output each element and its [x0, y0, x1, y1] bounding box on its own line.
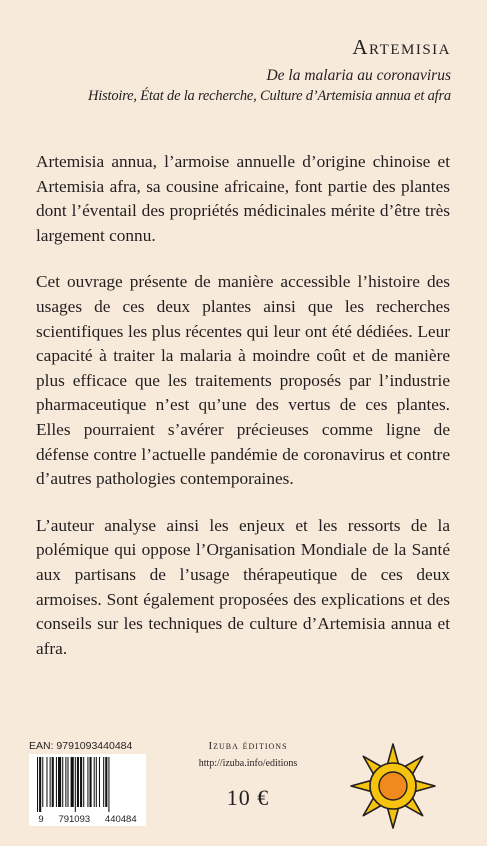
- barcode-bar: [105, 757, 107, 807]
- barcode-bar: [77, 757, 79, 807]
- barcode-bar: [83, 757, 84, 807]
- barcode-bar: [99, 757, 100, 807]
- barcode-bar: [65, 757, 66, 807]
- barcode-bar: [37, 757, 38, 812]
- barcode-bar: [52, 757, 54, 807]
- barcode-bar: [50, 757, 51, 807]
- ean-label: EAN: 9791093440484: [29, 740, 133, 752]
- barcode-bar: [75, 757, 76, 812]
- barcode-bar: [108, 757, 109, 812]
- barcode-bar: [80, 757, 82, 807]
- barcode-bar: [46, 757, 47, 807]
- book-title: Artemisia: [352, 35, 451, 59]
- barcode-bar: [56, 757, 57, 807]
- header: [11, 34, 451, 106]
- price: 10 €: [226, 785, 270, 810]
- barcode-bar: [62, 757, 63, 807]
- barcode-digit-group: 9: [38, 814, 44, 825]
- barcode-digit-group: 791093: [58, 814, 91, 825]
- back-cover-blurb: [36, 150, 450, 683]
- book-subtitle: De la malaria au coronavirus: [266, 67, 451, 84]
- paragraph-1: Artemisia annua, l’armoise annuelle d’origine chinoise et Artemisia afra, sa cousine africaine, font partie des plantes dont l’éventail des propriétés médicinales mérite d’être très largement connu.: [36, 152, 450, 245]
- barcode-bar: [58, 757, 61, 807]
- barcode: [29, 754, 146, 826]
- paragraph-3: L’auteur analyse ainsi les enjeux et les ressorts de la polémique qui oppose l’Organisation Mondiale de la Santé aux partisans de l’usage thérapeutique de ces deux armoises. Sont également proposées des explications et des conseils sur les techniques de culture d’Artemisia annua et afra.: [36, 515, 450, 658]
- barcode-bar: [42, 757, 43, 807]
- publisher-url: http://izuba.info/editions: [198, 758, 298, 769]
- barcode-bar: [71, 757, 74, 807]
- barcode-bar: [103, 757, 104, 807]
- barcode-bar: [90, 757, 92, 807]
- barcode-bar: [87, 757, 88, 807]
- publisher-name: Izuba éditions: [208, 740, 288, 752]
- publisher-block: [188, 740, 308, 811]
- barcode-bar: [96, 757, 97, 807]
- barcode-digits: [29, 814, 146, 825]
- barcode-bar: [39, 757, 41, 812]
- sun-logo-icon: [340, 738, 446, 832]
- barcode-digit-group: 440484: [104, 814, 137, 825]
- book-subtitle-secondary: Histoire, État de la recherche, Culture d’Artemisia annua et afra: [87, 88, 451, 104]
- barcode-bar: [94, 757, 95, 807]
- paragraph-2: Cet ouvrage présente de manière accessible l’histoire des usages de ces deux plantes ainsi que les recherches scientifiques les plus récentes qui leur ont été dédiées. Leur capacité à traiter la malaria à moindre coût et de manière plus efficace que les traitements proposés par l’industrie pharmaceutique n’est qu’une des vertus de ces plantes. Elles pourraient s’avérer précieuses comme ligne de défense contre l’actuelle pandémie de coronavirus et contre d’autres pathologies contemporaines.: [36, 272, 450, 489]
- barcode-bar: [67, 757, 68, 807]
- barcode-bars: [35, 757, 140, 812]
